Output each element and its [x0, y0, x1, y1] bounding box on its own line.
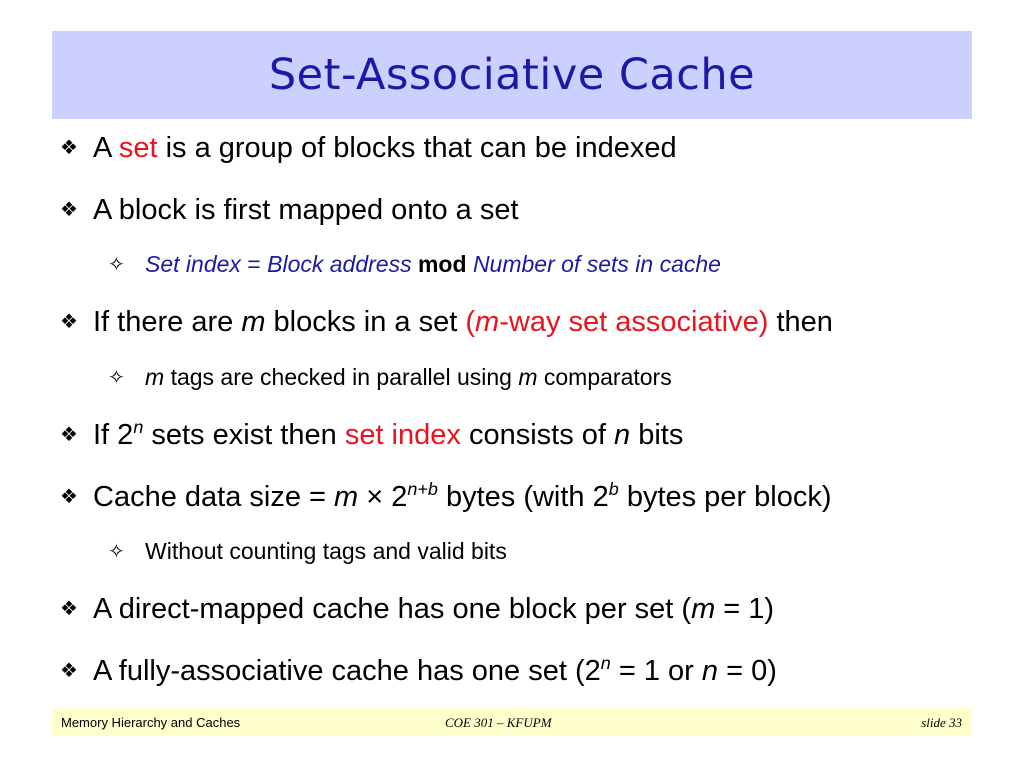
bullet-m-way	[60, 306, 833, 339]
text-m: m	[475, 306, 500, 338]
text: A fully-associative cache has one set (2	[93, 655, 601, 687]
footer-course-code: COE 301 – KFUPM	[445, 715, 552, 730]
text-n: n	[614, 419, 631, 451]
text: 2	[391, 481, 408, 513]
footer-course-topic: Memory Hierarchy and Caches	[61, 715, 241, 730]
text: bits	[638, 419, 684, 451]
bullet-direct-mapped	[60, 593, 774, 626]
text-way-assoc: -way set associative)	[499, 306, 769, 338]
star-bullet-icon: ✧	[108, 254, 125, 276]
superscript-b: b	[608, 478, 619, 499]
diamond-bullet-icon: ❖	[60, 424, 78, 446]
footer-slide-number: slide 33	[921, 715, 962, 730]
subbullet-without-counting	[108, 538, 507, 565]
text: = 1 or	[618, 655, 694, 687]
text-m: m	[691, 593, 716, 625]
text: = 1)	[723, 593, 775, 625]
text: = 0)	[726, 655, 777, 687]
text-set: set	[118, 132, 158, 164]
bullet-set-definition	[60, 132, 677, 165]
footer-bar	[52, 708, 972, 736]
star-bullet-icon: ✧	[108, 367, 125, 389]
text-m: m	[241, 306, 266, 338]
text: A	[93, 132, 111, 164]
text-m: m	[518, 364, 538, 390]
diamond-bullet-icon: ❖	[60, 660, 78, 682]
text: then	[776, 306, 833, 338]
text: sets exist then	[151, 419, 337, 451]
diamond-bullet-icon: ❖	[60, 598, 78, 620]
text: If there are	[93, 306, 234, 338]
diamond-bullet-icon: ❖	[60, 137, 78, 159]
diamond-bullet-icon: ❖	[60, 311, 78, 333]
subbullet-set-index	[108, 251, 721, 278]
bullet-fully-associative	[60, 652, 777, 688]
bullet-block-mapped	[60, 194, 519, 227]
subbullet-tags-checked	[108, 364, 672, 391]
text: is a group of blocks that can be indexed	[165, 132, 677, 164]
text-times: ×	[366, 481, 384, 513]
text-mod: mod	[417, 251, 467, 277]
text: A direct-mapped cache has one block per set (	[93, 593, 692, 625]
text: Without counting tags and valid bits	[145, 538, 507, 564]
text-set-index: set index	[344, 419, 461, 451]
text: Cache data size	[93, 481, 301, 513]
text: A block is first mapped onto a set	[93, 194, 519, 226]
bullet-2n-sets	[60, 416, 684, 452]
bullet-cache-data-size	[60, 478, 832, 514]
diamond-bullet-icon: ❖	[60, 486, 78, 508]
diamond-bullet-icon: ❖	[60, 199, 78, 221]
text: consists of	[468, 419, 606, 451]
superscript-n: n	[133, 416, 144, 437]
text: Set index	[145, 251, 241, 277]
text-m: m	[334, 481, 359, 513]
superscript-n: n	[600, 652, 611, 673]
text: Block address	[267, 251, 412, 277]
text: tags are checked in parallel using	[170, 364, 512, 390]
text-equals: =	[247, 251, 261, 277]
text: comparators	[543, 364, 672, 390]
text: If 2	[93, 419, 134, 451]
text: bytes (with 2	[445, 481, 609, 513]
text: bytes per block)	[626, 481, 832, 513]
text-n: n	[701, 655, 719, 687]
text-paren: (	[465, 306, 476, 338]
text-equals: =	[309, 481, 326, 513]
text-m: m	[145, 364, 165, 390]
text: blocks in a set	[273, 306, 458, 338]
slide-title: Set-Associative Cache	[268, 50, 756, 100]
superscript-n-plus-b: n+b	[407, 478, 438, 499]
text: Number of sets in cache	[472, 251, 721, 277]
star-bullet-icon: ✧	[108, 541, 125, 563]
